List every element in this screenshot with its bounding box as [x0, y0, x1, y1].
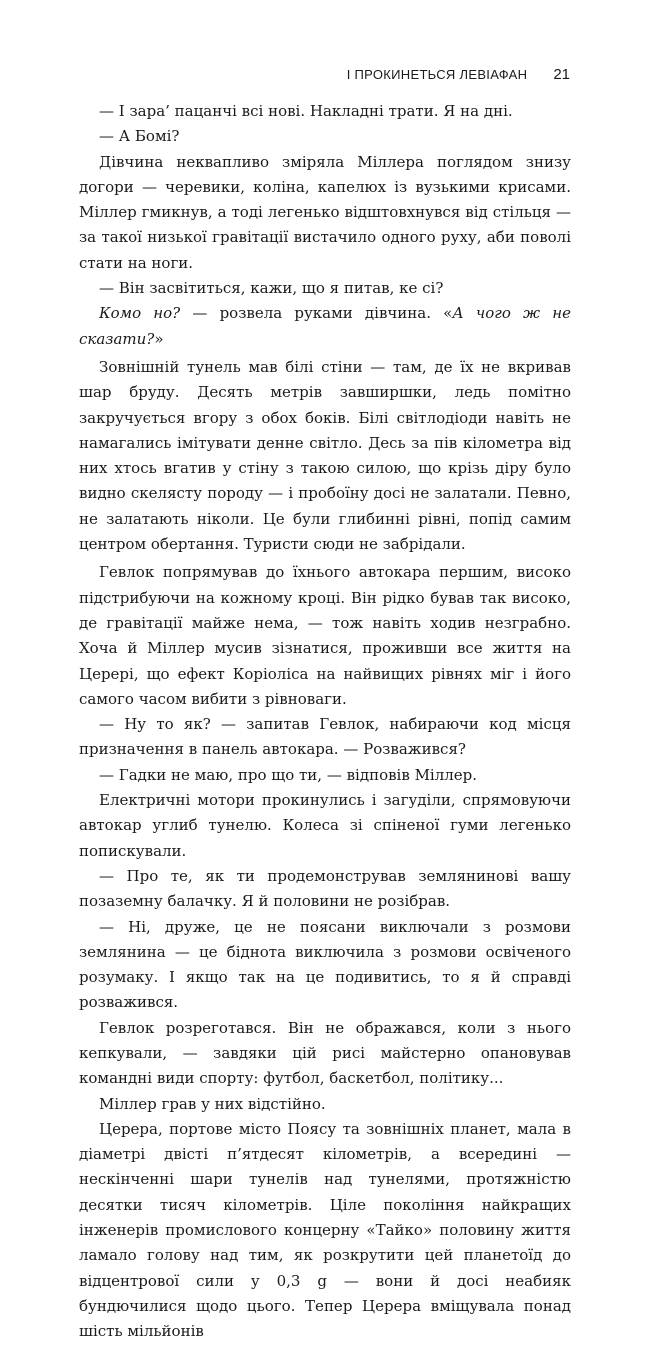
running-title: І ПРОКИНЕТЬСЯ ЛЕВІАФАН: [346, 67, 528, 82]
page-number: 21: [553, 66, 570, 83]
paragraph-text: — розвела руками дівчина. «: [180, 304, 453, 323]
paragraph: — Гадки не маю, про що ти, — відповів Міллер.: [99, 765, 478, 784]
paragraph: Гевлок попрямував до їхнього автокара першим, високо підстрибуючи на кожному кроці. Він рідко бував так високо, де гравітації майже нема, — тож навіть ходив незграбно. Хоча й Міллер мусив зізнатися, проживши все життя на Церері, що ефект Коріоліса на найвищих рівнях міг і його самого часом вибити з рівноваги.: [79, 563, 571, 708]
paragraph: [79, 301, 571, 352]
paragraph: — Ну то як? — запитав Гевлок, набираючи код місця призначення в панель автокара. — Розважився?: [79, 715, 571, 759]
paragraph-text: »: [154, 329, 164, 348]
paragraph: Зовнішній тунель мав білі стіни — там, де їх не вкривав шар бруду. Десять метрів завширшки, ледь помітно закручується вгору з обох боків. Білі світлодіоди навіть не намагались імітувати денне світло. Десь за пів кілометра від них хтось вгатив у стіну з такою силою, що крізь діру було видно скелясту породу — і пробоїну досі не залатали. Певно, не залатають ніколи. Це були глибинні рівні, попід самим центром обертання. Туристи сюди не забрідали.: [79, 357, 571, 554]
body-text: [79, 99, 571, 1345]
paragraph: Церера, портове місто Поясу та зовнішніх планет, мала в діаметрі двісті п’ятдесят кілометрів, а всередині — нескінченні шари тунелів над тунелями, протяжністю десятки тисяч кілометрів. Ціле покоління найкращих інженерів промислового концерну «Тайко» половину життя ламало голову над тим, як розкрутити цей планетоїд до відцентрової сили у 0,3 g — вони й досі неабияк бундючилися щодо цього. Тепер Церера вміщувала понад шість мільйонів: [79, 1119, 571, 1341]
paragraph: — Про те, як ти продемонстрував землянинові вашу позаземну балачку. Я й половини не розібрав.: [79, 866, 571, 911]
paragraph: Гевлок розреготався. Він не ображався, коли з нього кепкували, — завдяки цій рисі майстерно опановував командні види спорту: футбол, баскетбол, політику...: [79, 1018, 571, 1088]
page-header: [60, 66, 570, 86]
paragraph: — Ні, друже, це не поясани виключали з розмови землянина — це біднота виключила з розмови освіченого розумаку. І якщо так на це подивитись, то я й справді розважився.: [79, 917, 571, 1012]
italic-phrase: А чого ж не сказати?: [79, 304, 571, 348]
paragraph: — А Бомі?: [99, 127, 180, 146]
italic-phrase: Комо но?: [99, 304, 181, 323]
paragraph: Електричні мотори прокинулись і загуділи, спрямовуючи автокар углиб тунелю. Колеса зі спіненої гуми легенько попискували.: [79, 791, 571, 860]
paragraph: — І зара’ пацанчі всі нові. Накладні трати. Я на дні.: [99, 102, 513, 120]
paragraph: Міллер грав у них відстійно.: [99, 1094, 326, 1113]
paragraph: Дівчина неквапливо зміряла Міллера поглядом знизу догори — черевики, коліна, капелюх із вузькими крисами. Міллер гмикнув, а тоді легенько відштовхнувся від стільця — за такої низької гравітації вистачило одного руху, аби поволі стати на ноги.: [79, 152, 571, 272]
paragraph: — Він засвітиться, кажи, що я питав, ке сі?: [99, 279, 444, 298]
